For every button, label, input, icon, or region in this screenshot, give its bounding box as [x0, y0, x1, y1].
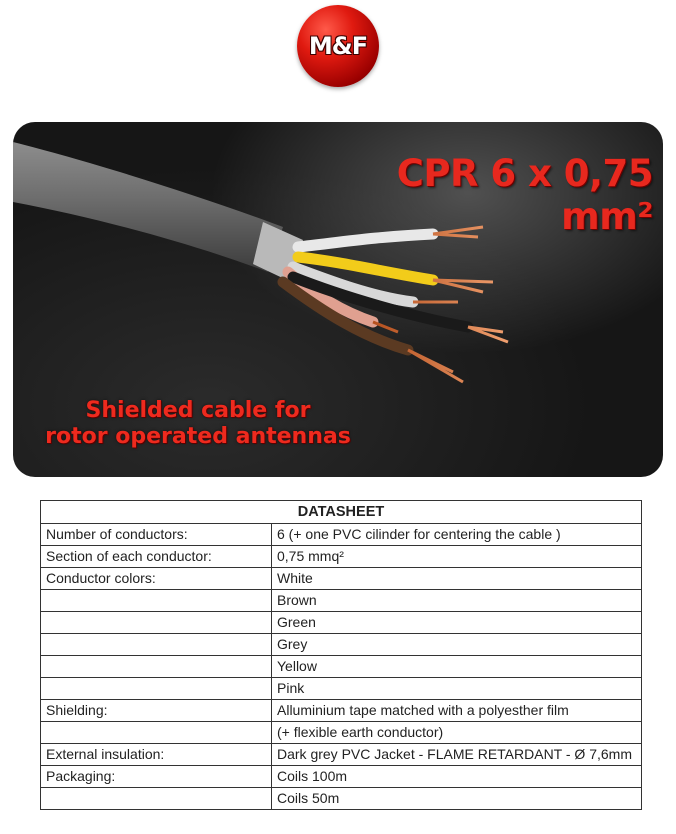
row-value: Green — [272, 612, 642, 634]
datasheet-title: DATASHEET — [41, 501, 642, 524]
table-row — [41, 744, 642, 766]
row-label — [41, 788, 272, 810]
row-value: (+ flexible earth conductor) — [272, 722, 642, 744]
row-value: Coils 100m — [272, 766, 642, 788]
row-value: White — [272, 568, 642, 590]
row-label: Shielding: — [41, 700, 272, 722]
row-value: Yellow — [272, 656, 642, 678]
datasheet-header-row — [41, 501, 642, 524]
subtitle-line-1: Shielded cable for — [85, 398, 311, 423]
row-value: Dark grey PVC Jacket - FLAME RETARDANT - Ø 7,6mm — [272, 744, 642, 766]
table-row — [41, 656, 642, 678]
table-row — [41, 766, 642, 788]
table-row — [41, 568, 642, 590]
table-row — [41, 700, 642, 722]
table-row — [41, 722, 642, 744]
row-value: Grey — [272, 634, 642, 656]
table-row — [41, 788, 642, 810]
row-value: Pink — [272, 678, 642, 700]
row-label — [41, 656, 272, 678]
row-value: 6 (+ one PVC cilinder for centering the cable ) — [272, 524, 642, 546]
row-label — [41, 590, 272, 612]
row-label: External insulation: — [41, 744, 272, 766]
row-value: Alluminium tape matched with a polyesther film — [272, 700, 642, 722]
row-label: Packaging: — [41, 766, 272, 788]
product-title: CPR 6 x 0,75 mm² — [396, 152, 653, 238]
datasheet-table — [40, 500, 642, 810]
row-label: Conductor colors: — [41, 568, 272, 590]
table-row — [41, 678, 642, 700]
product-subtitle — [33, 398, 363, 450]
table-row — [41, 634, 642, 656]
row-value: 0,75 mmq² — [272, 546, 642, 568]
row-label — [41, 634, 272, 656]
cable-jacket — [13, 142, 283, 272]
table-row — [41, 546, 642, 568]
row-label: Section of each conductor: — [41, 546, 272, 568]
table-row — [41, 612, 642, 634]
row-label — [41, 722, 272, 744]
row-label — [41, 678, 272, 700]
subtitle-line-2: rotor operated antennas — [45, 424, 351, 449]
row-label: Number of conductors: — [41, 524, 272, 546]
table-row — [41, 524, 642, 546]
table-row — [41, 590, 642, 612]
row-value: Brown — [272, 590, 642, 612]
brand-logo — [297, 5, 379, 87]
product-photo — [13, 122, 663, 477]
logo-text: M&F — [308, 32, 368, 60]
row-value: Coils 50m — [272, 788, 642, 810]
row-label — [41, 612, 272, 634]
